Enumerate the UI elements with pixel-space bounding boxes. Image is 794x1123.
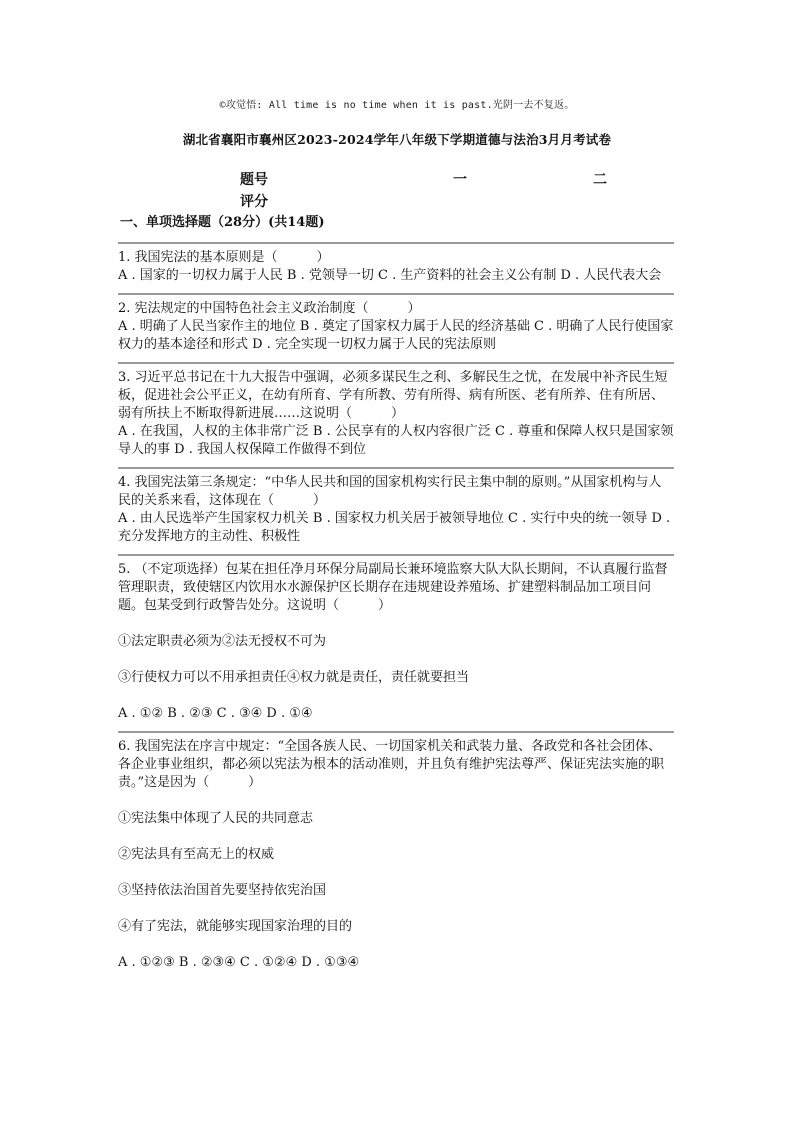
question-options: A . 国家的一切权力属于人民 B . 党领导一切 C . 生产资料的社会主义公有制 D . 人民代表大会 <box>118 268 662 283</box>
exam-title: 湖北省襄阳市襄州区2023-2024学年八年级下学期道德与法治3月月考试卷 <box>182 132 612 147</box>
header-note: ©攻觉悟: All time is no time when it is past.光阴一去不复返。 <box>219 100 575 111</box>
question-options: A . ①②③ B . ②③④ C . ①②④ D . ①③④ <box>118 955 360 970</box>
question-1 <box>118 242 674 285</box>
question-stem: 4. 我国宪法第三条规定：“中华人民共和国的国家机构实行民主集中制的原则。”从国家机构与人民的关系来看，这体现在（ ） <box>118 475 662 508</box>
question-5 <box>118 554 674 723</box>
score-table-column-one: 一 <box>453 172 467 188</box>
question-stem: 1. 我国宪法的基本原则是（ ） <box>118 250 330 265</box>
question-options: A . 明确了人民当家作主的地位 B . 奠定了国家权力属于人民的经济基础 C . 明确了人民行使国家权力的基本途径和形式 D . 完全实现一切权力属于人民的宪法原则 <box>118 319 674 352</box>
question-options: A . 在我国，人权的主体非常广泛 B . 公民享有的人权内容很广泛 C . 尊重和保障人权只是国家领导人的事 D . 我国人权保障工作做得不到位 <box>118 424 674 457</box>
question-stem: 3. 习近平总书记在十九大报告中强调，必须多谋民生之利、多解民生之忧，在发展中补齐民生短板，促进社会公平正义，在幼有所育、学有所教、劳有所得、病有所医、老有所养、住有所居、弱有所扶上不断取得新进展……这说明（ ） <box>118 370 668 421</box>
score-table-column-two: 二 <box>593 172 607 188</box>
question-statement: ②宪法具有至高无上的权威 <box>118 847 275 862</box>
question-list <box>118 242 674 980</box>
question-stem: 5. （不定项选择）包某在担任净月环保分局副局长兼环境监察大队大队长期间，不认真履行监督管理职责，致使辖区内饮用水水源保护区长期存在违规建设养殖场、扩建塑料制品加工项目问题。包某受到行政警告处分。这说明（ ） <box>118 562 668 613</box>
question-statement: ③坚持依法治国首先要坚持依宪治国 <box>118 883 327 898</box>
question-options: A . ①② B . ②③ C . ③④ D . ①④ <box>118 706 313 721</box>
question-6 <box>118 731 674 972</box>
question-stem: 2. 宪法规定的中国特色社会主义政治制度（ ） <box>118 301 421 316</box>
question-statement: ①宪法集中体现了人民的共同意志 <box>118 811 314 826</box>
score-table-row-score: 评分 <box>240 194 268 210</box>
question-statement: ③行使权力可以不用承担责任④权力就是责任，责任就要担当 <box>118 670 470 685</box>
question-statement: ④有了宪法，就能够实现国家治理的目的 <box>118 919 353 934</box>
question-2 <box>118 293 674 354</box>
score-table-row-question-number: 题号 <box>240 172 268 188</box>
question-stem: 6. 我国宪法在序言中规定：“全国各族人民、一切国家机关和武装力量、各政党和各社会团体、各企业事业组织，都必须以宪法为根本的活动准则，并且负有维护宪法尊严、保证宪法实施的职责。”这是因为（ ） <box>118 739 665 790</box>
question-statement: ①法定职责必须为②法无授权不可为 <box>118 634 327 649</box>
question-options: A . 由人民选举产生国家权力机关 B . 国家权力机关居于被领导地位 C . 实行中央的统一领导 D . 充分发挥地方的主动性、积极性 <box>118 511 671 544</box>
question-4 <box>118 467 674 546</box>
section-title: 一、单项选择题（28分）(共14题) <box>120 215 325 230</box>
question-3 <box>118 362 674 459</box>
